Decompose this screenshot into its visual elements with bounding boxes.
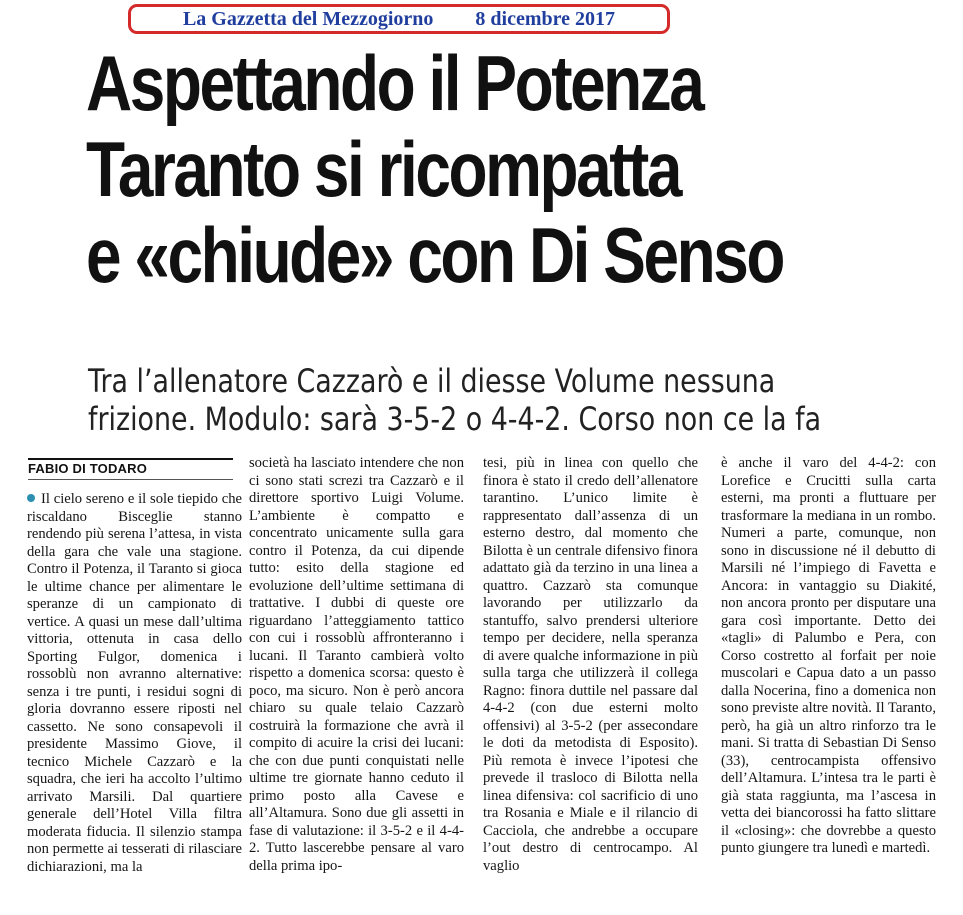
byline: FABIO DI TODARO: [28, 461, 148, 476]
article-column-4: [721, 455, 936, 910]
article-column-2: [249, 455, 464, 910]
subheadline-line: frizione. Modulo: sarà 3-5-2 o 4-4-2. Corso non ce la fa: [88, 400, 822, 438]
headline-line: Aspettando il Potenza: [86, 39, 703, 127]
bullet-icon: [27, 494, 35, 502]
article-column-3: [483, 455, 698, 910]
column-text: Il cielo sereno e il sole tiepido che riscaldano Bisceglie stanno rendendo più serena l’attesa, in vista della gara che vale una stagione. Contro il Potenza, il Taranto si gioca le ultime chance per alimentare le speranze di un campionato di vertice. A quasi un mese dall’ultima vittoria, ottenuta in casa dello Sporting Fulgor, domenica i rossoblù non avranno alternative: senza i tre punti, i residui sogni di gloria dovranno essere riposti nel cassetto. Ne sono consapevoli il presidente Massimo Giove, il tecnico Michele Cazzarò e la squadra, che ieri ha accolto l’ultimo arrivato Marsili. Dal quartiere generale dell’Hotel Villa filtra moderata fiducia. Il silenzio stampa non permette ai tesserati di rilasciare dichiarazioni, ma la: [27, 491, 242, 875]
article-column-1: [27, 491, 242, 911]
column-text: è anche il varo del 4-4-2: con Lorefice e Crucitti sulla carta esterni, ma pronti a fluttuare per trasformare la mediana in un rombo. Numeri a parte, comunque, non sono in discussione né il debutto di Marsili né l’impiego di Favetta e Ancora: in vantaggio su Diakité, non ancora pronto per disputare una gara così importante. Detto dei «tagli» di Palumbo e Pera, con Corso costretto al forfait per noie muscolari e Capua dato a un passo dalla Nocerina, fino a domenica non sono previste altre novità. Il Taranto, però, ha già un altro rinforzo tra le mani. Si tratta di Sebastian Di Senso (33), centrocampista offensivo dell’Altamura. L’intesa tra le parti è già stata raggiunta, ma l’ascesa in vetta dei biancorossi ha fatto slittare il «closing»: che dovrebbe a questo punto giungere tra lunedì e martedì.: [721, 455, 936, 856]
masthead-banner: [128, 4, 670, 34]
column-text: tesi, più in linea con quello che finora è stato il credo dell’allenatore tarantino. L’unico limite è rappresentato dall’assenza di un esterno destro, dal momento che Bilotta è un centrale difensivo finora adattato già da terzino in una linea a quattro. Cazzarò sta comunque lavorando per utilizzarlo da stantuffo, salvo prendersi ulteriore tempo per decidere, nella speranza di avere qualche informazione in più sulla targa che utilizzerà il collega Ragno: finora duttile nel passare dal 4-4-2 (con due esterni molto offensivi) al 3-5-2 (per assecondare le doti da metodista di Esposito). Più remota è invece l’ipotesi che prevede il trasloco di Bilotta nella linea difensiva: col sacrificio di uno tra Rosania e Miale e il rilancio di Cacciola, che andrebbe a occupare l’out destro di centrocampo. Al vaglio: [483, 455, 698, 874]
subheadline: [88, 362, 822, 438]
headline: [86, 40, 791, 298]
publication-name: La Gazzetta del Mezzogiorno: [182, 7, 434, 30]
headline-line: Taranto si ricompatta: [86, 125, 681, 213]
column-text: società ha lasciato intendere che non ci sono stati screzi tra Cazzarò e il direttore sportivo Luigi Volume. L’ambiente è compatto e concentrato unicamente sulla gara contro il Potenza, da cui dipende tutto: esito della stagione ed evoluzione dell’ultime settimana di trattative. I dubbi di queste ore riguardano l’atteggiamento tattico con cui i rossoblù affronteranno i lucani. Il Taranto cambierà volto rispetto a domenica scorsa: questo è poco, ma sicuro. Non è però ancora chiaro su quale telaio Cazzarò costruirà la formazione che avrà il compito di acuire la crisi dei lucani: che con due punti conquistati nelle ultime tre giornate hanno ceduto il primo posto alla Cavese e all’Altamura. Sono due gli assetti in fase di valutazione: il 3-5-2 e il 4-4-2. Tutto lascerebbe pensare al varo della prima ipo-: [249, 455, 464, 874]
byline-bottom-rule: [28, 479, 233, 480]
publication-date: 8 dicembre 2017: [475, 7, 616, 30]
subheadline-line: Tra l’allenatore Cazzarò e il diesse Volume nessuna: [88, 362, 776, 400]
headline-line: e «chiude» con Di Senso: [86, 211, 783, 299]
